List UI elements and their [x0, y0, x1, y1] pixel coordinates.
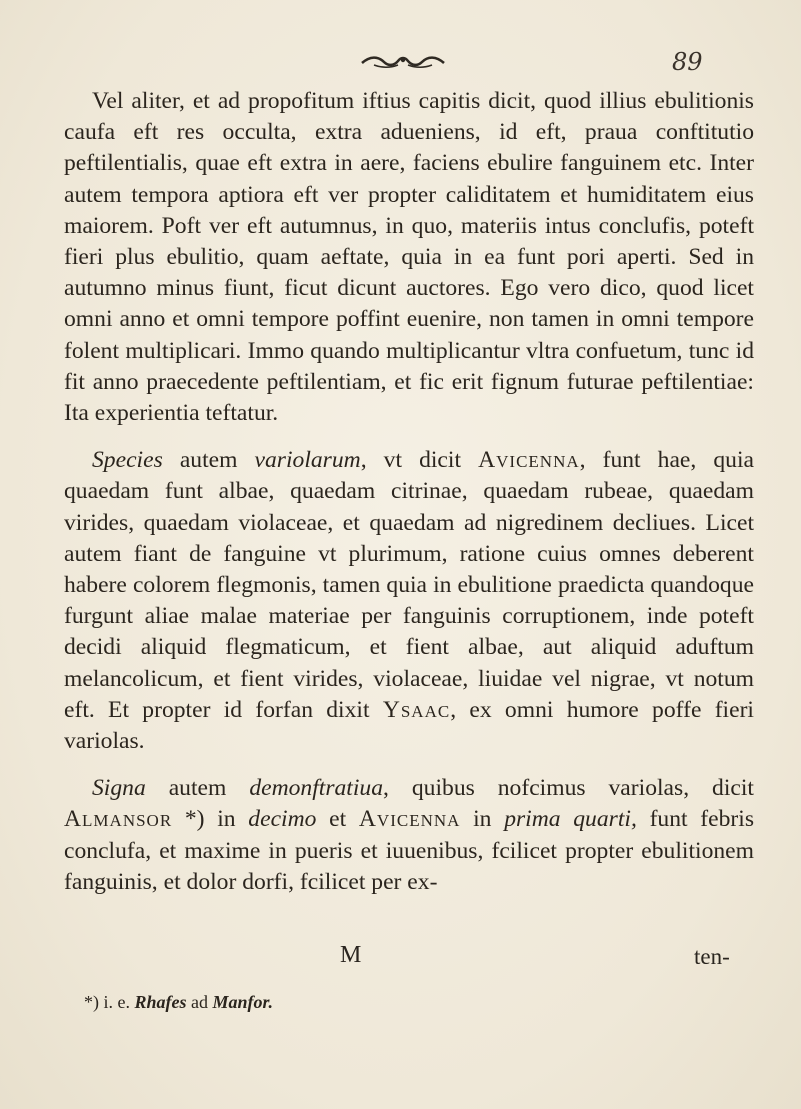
paragraph-3 [64, 773, 754, 898]
decorative-headpiece-icon [360, 54, 446, 70]
paragraph-3-segment: prima quarti, [504, 806, 637, 833]
paragraph-3-segment: autem [145, 775, 250, 802]
paragraph-2 [64, 445, 754, 757]
footnote-marker: *) i. e. [84, 992, 130, 1012]
footnote [84, 992, 273, 1013]
paragraph-3-segment: Avicenna [358, 806, 461, 833]
paragraph-3-segment: demonftratiua [249, 775, 384, 802]
paragraph-2-segment: , vt dicit [360, 447, 479, 474]
footnote-word: ad [191, 992, 208, 1012]
paragraph-2-segment: Ysaac [382, 696, 451, 723]
paragraph-3-segment: et [316, 806, 359, 833]
footnote-work: Manfor. [212, 992, 274, 1012]
paragraph-1 [64, 86, 754, 429]
paragraph-2-segment: autem [162, 447, 255, 474]
paragraph-2-segment: Species [92, 447, 163, 474]
paragraph-3-segment: Almansor [64, 806, 173, 833]
paragraph-2-segment: variolarum [254, 447, 361, 474]
paragraph-1-segment: Vel aliter, et ad propofitum iftius capitis dicit, quod illius ebulitionis caufa eft res occulta, extra adueniens, id eft, praua conftitutio peftilentialis, quae eft extra in aere, faciens ebulire fanguinem etc. Inter autem tempora aptiora eft ver propter caliditatem et humiditatem eius maiorem. Poft ver eft autumnus, in quo, materiis intus conclufis, poteft fieri plus ebulitio, quam aeftate, quia in ea funt pori aperti. Sed in autumno minus fiunt, ficut dicunt auctores. Ego vero dico, quod licet omni anno et omni tempore poffint euenire, non tamen in omni tempore folent multiplicari. Immo quando multiplicantur vltra confuetum, tunc id fit anno praecedente peftilentiam, et fic erit fignum futurae peftilentiae: Ita experientia teftatur. [64, 88, 754, 427]
catchword: ten- [694, 944, 730, 969]
paragraph-3-segment: decimo [248, 806, 317, 833]
paragraph-2-segment: , funt hae, quia quaedam funt albae, quaedam citrinae, quaedam rubeae, quaedam virides, quaedam violaceae, et quaedam ad nigredinem decliues. Licet autem fiant de fanguine vt plurimum, ratione cuius omnes deberent habere colorem flegmonis, tamen quia in ebulitione praedicta quandoque furgunt aliae malae materiae per fanguinis corruptionem, inde poteft decidi aliquid flegmaticum, et fient albae, aut aliquid aduftum melancolicum, et fient virides, violaceae, liuidae vel nigrae, vt notum eft. Et propter id forfan dixit [64, 447, 754, 723]
paragraph-2-segment: , ex omni humore poffe fieri variolas. [64, 696, 754, 755]
paragraph-3-segment: *) in [172, 806, 249, 833]
footnote-author: Rhafes [134, 992, 187, 1012]
signature-mark: M [340, 942, 362, 968]
paragraph-3-segment: , quibus nofcimus variolas, dicit [383, 775, 754, 802]
paragraph-3-segment: in [460, 806, 505, 833]
paragraph-3-segment: Signa [92, 775, 146, 802]
paragraph-3-segment: funt febris conclufa, et maxime in pueris et iuuenibus, fcilicet propter ebulitionem fanguinis, et dolor dorfi, fcilicet per ex- [64, 806, 754, 895]
body-text [64, 86, 754, 898]
paragraph-2-segment: Avicenna [478, 447, 580, 474]
page-number: 89 [672, 48, 703, 76]
